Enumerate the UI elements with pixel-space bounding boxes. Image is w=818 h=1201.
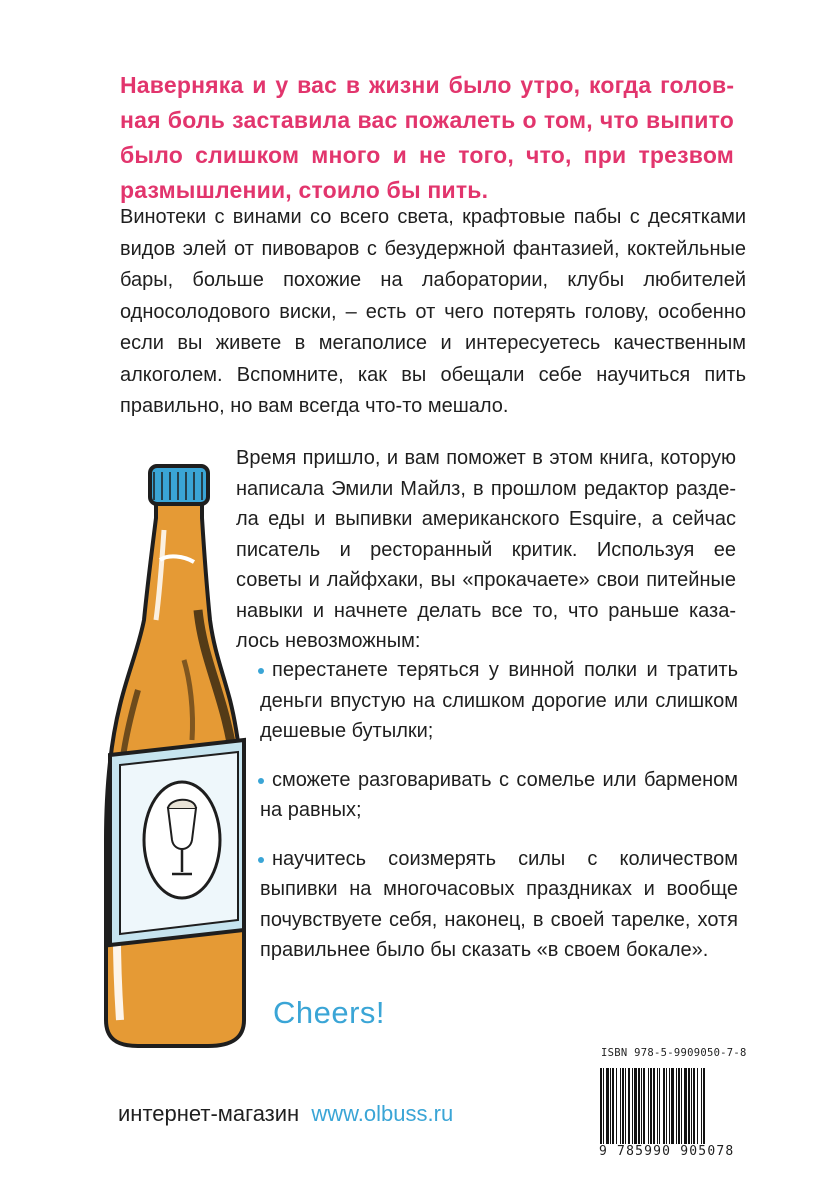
list-item: перестанете теряться у винной полки и тратить деньги впустую на слишком дорогие или слишком дешевые бутылки; — [260, 659, 738, 742]
barcode-bar — [603, 1068, 604, 1144]
barcode-bar — [678, 1068, 680, 1144]
bullet-dot-icon — [258, 668, 264, 674]
barcode-bar — [643, 1068, 645, 1144]
bullet-dot-icon — [258, 778, 264, 784]
barcode-bar — [676, 1068, 677, 1144]
barcode-bar — [697, 1068, 698, 1144]
barcode-bar — [701, 1068, 702, 1144]
barcode-bar — [610, 1068, 611, 1144]
barcode-bar — [650, 1068, 652, 1144]
barcode-bar — [703, 1068, 705, 1144]
paragraph-book: Время пришло, и вам поможет в этом книга, которую написала Эмили Майлз, в прошлом редактор раздела еды и выпивки американского Esquire, а сейчас писатель и ресторанный критик. Используя ее советы и лайфхаки, вы «прокачаете» свои питейные навыки и начнете делать все то, что раньше казалось невозможным: — [236, 447, 736, 652]
bullet-dot-icon — [258, 857, 264, 863]
barcode-bar — [659, 1068, 660, 1144]
barcode-bar — [681, 1068, 682, 1144]
barcode-bar — [663, 1068, 665, 1144]
barcode-bar — [628, 1068, 630, 1144]
barcode-bar — [625, 1068, 626, 1144]
barcode-image — [598, 1068, 750, 1146]
cheers-caption: Cheers! — [273, 995, 386, 1030]
barcode-bar — [612, 1068, 614, 1144]
barcode-bar — [638, 1068, 640, 1144]
barcode-bar — [684, 1068, 687, 1144]
beer-bottle-illustration — [98, 460, 248, 1050]
online-shop-line — [118, 1101, 453, 1127]
isbn-number: ISBN 978-5-9909050-7-8 — [601, 1047, 747, 1059]
barcode-bar — [688, 1068, 690, 1144]
barcode-bar — [606, 1068, 609, 1144]
barcode-bar — [691, 1068, 692, 1144]
barcode-digits: 9 785990 905078 — [599, 1144, 735, 1159]
barcode-bar — [622, 1068, 624, 1144]
barcode-bar — [671, 1068, 674, 1144]
barcode-bar — [653, 1068, 655, 1144]
barcode-bar — [632, 1068, 633, 1144]
list-item: сможете разговаривать с сомелье или барменом на равных; — [260, 768, 738, 821]
barcode-bar — [620, 1068, 621, 1144]
paragraph-intro: Винотеки с винами со всего света, крафтовые пабы с десятками видов элей от пивоваров с безудержной фантазией, коктейльные бары, больше похожие на лаборатории, клубы любителей односолодового виски, – есть от чего потерять голову, особенно если вы живете в мегаполисе и интересуетесь качественным алкоголем. Вспомните, как вы обещали себе научиться пить правильно, но вам всегда что-то мешало. — [120, 206, 746, 417]
barcode-bar — [693, 1068, 695, 1144]
barcode-bar — [600, 1068, 602, 1144]
barcode-bar — [616, 1068, 617, 1144]
barcode-bar — [669, 1068, 670, 1144]
shop-label: интернет-магазин — [118, 1101, 300, 1126]
barcode-bar — [634, 1068, 637, 1144]
barcode-bar — [657, 1068, 658, 1144]
barcode-bar — [666, 1068, 667, 1144]
barcode-bar — [641, 1068, 642, 1144]
shop-url-link[interactable]: www.olbuss.ru — [311, 1101, 454, 1126]
list-item: научитесь соизмерять силы с количеством выпивки на многочасовых праздниках и вообще почувствуете себя, наконец, в своей тарелке, хотя правильнее было бы сказать «в своем бокале». — [260, 847, 738, 961]
lead-paragraph: Наверняка и у вас в жизни было утро, когда головная боль заставила вас пожалеть о том, что выпито было слишком много и не того, что, при трезвом размышлении, стоило бы пить. — [120, 72, 734, 203]
barcode-bar — [648, 1068, 649, 1144]
benefits-list — [260, 655, 738, 966]
